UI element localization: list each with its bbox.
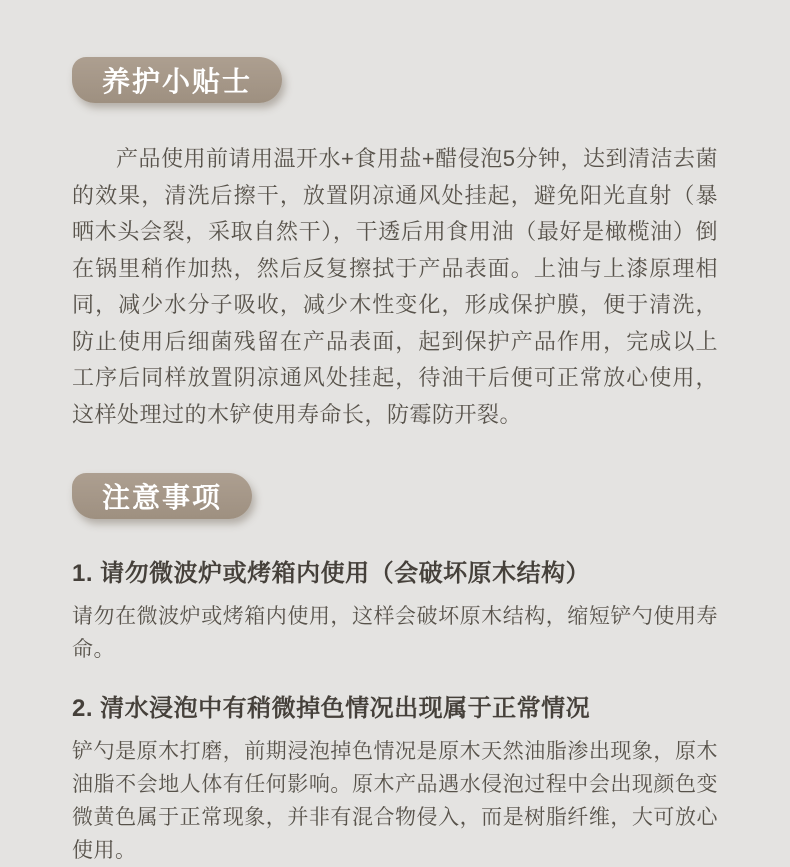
notice-item-body: 请勿在微波炉或烤箱内使用，这样会破坏原木结构，缩短铲勺使用寿命。 xyxy=(72,605,718,661)
care-tips-badge xyxy=(72,57,282,103)
notices-badge xyxy=(72,473,252,519)
notice-item xyxy=(72,557,718,666)
care-tips-badge-label: 养护小贴士 xyxy=(102,66,253,97)
notice-item-body: 铲勺是原木打磨，前期浸泡掉色情况是原木天然油脂渗出现象，原木油脂不会地人体有任何影响。原木产品遇水侵泡过程中会出现颜色变微黄色属于正常现象，并非有混合物侵入，而是树脂纤维，大可放心使用。 xyxy=(72,740,718,862)
care-tips-badge-wrap xyxy=(72,57,718,103)
notice-item xyxy=(72,692,718,867)
notices-badge-wrap xyxy=(72,473,718,519)
care-tips-paragraph: 产品使用前请用温开水+食用盐+醋侵泡5分钟，达到清洁去菌的效果，清洗后擦干，放置阴凉通风处挂起，避免阳光直射（暴晒木头会裂，采取自然干），干透后用食用油（最好是橄榄油）倒在锅里稍作加热，然后反复擦拭于产品表面。上油与上漆原理相同，减少水分子吸收，减少木性变化，形成保护膜，便于清洗，防止使用后细菌残留在产品表面，起到保护产品作用，完成以上工序后同样放置阴凉通风处挂起，待油干后便可正常放心使用，这样处理过的木铲使用寿命长，防霉防开裂。 xyxy=(72,146,718,427)
notices-badge-label: 注意事项 xyxy=(102,482,223,513)
notice-item-heading: 2. 清水浸泡中有稍微掉色情况出现属于正常情况 xyxy=(72,695,591,722)
notice-item-heading: 1. 请勿微波炉或烤箱内使用（会破坏原木结构） xyxy=(72,560,591,587)
